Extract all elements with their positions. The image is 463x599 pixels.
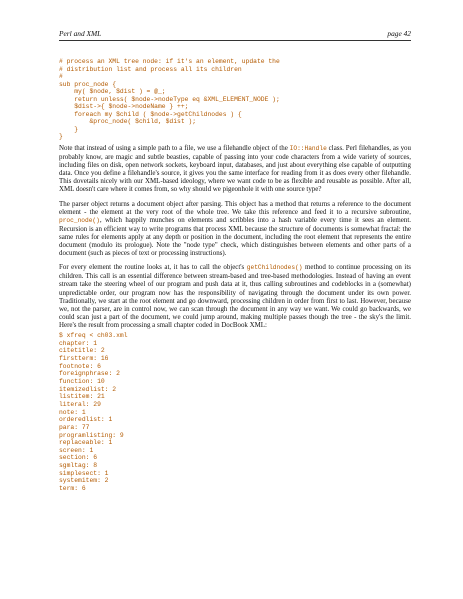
output-line: section: 6 xyxy=(59,454,98,462)
paragraph-filehandle xyxy=(59,144,411,194)
output-line: chapter: 1 xyxy=(59,339,98,347)
code-line: # process an XML tree node: if it's an element, update the xyxy=(59,58,280,65)
paragraph-text: For every element the routine looks at, it has to call the object's xyxy=(59,263,247,272)
paragraph-text: method to continue processing on its children. This call is an essential difference between stream-based and tree-based methodologies. Instead of having an event stream take the steering wheel of our program and push data at it, thus calling subroutines and codeblocks in a (somewhat) unpredictable order, our program now has the responsibility of navigating through the document under its own power. Traditionally, we start at the root element and go downward, processing children in order from first to last. However, because we, not the parser, are in control now, we can scan through the document in any way we want. We could go backwards, we could scan just a part of the document, we could jump around, making multiple passes though the tree - the sky's the limit. Here's the result from processing a small chapter coded in DocBook XML: xyxy=(59,263,411,329)
code-line: foreach my $child ( $node->getChildnodes ) { xyxy=(59,110,242,118)
output-line: systemitem: 2 xyxy=(59,477,109,485)
output-line: screen: 1 xyxy=(59,446,94,454)
code-line: return unless( $node->nodeType eq &XML_ELEMENT_NODE ); xyxy=(59,95,280,103)
paragraph-text: , which happily munches on elements and scribbles into a hash variable every time it sees an element. Recursion is an efficient way to write programs that process XML because the structure of documents is somewhat fractal: the same rules for elements apply at any depth or position in the document, including the root element that represents the entire document (modulo its prologue). Note the "node type" check, which distinguishes between elements and other parts of a document (such as pieces of text or processing instructions). xyxy=(59,215,411,258)
output-line: itemizedlist: 2 xyxy=(59,385,117,393)
page-number: page 42 xyxy=(387,29,411,38)
paragraph-text: The parser object returns a document object after parsing. This object has a method that returns a reference to the document element - the element at the very root of the whole tree. We take this reference and feed it to a recursive subroutine, xyxy=(59,199,411,216)
paragraph-children xyxy=(59,263,411,329)
code-line: sub proc_node { xyxy=(59,80,117,88)
book-title: Perl and XML xyxy=(59,29,102,38)
output-line: programlisting: 9 xyxy=(59,431,124,439)
code-line: my( $node, $dist ) = @_; xyxy=(59,88,166,96)
paragraph-parser-object xyxy=(59,200,411,258)
perl-code-listing xyxy=(59,58,411,141)
output-line: firstterm: 16 xyxy=(59,354,109,362)
output-line: note: 1 xyxy=(59,408,86,416)
code-line: $dist->{ $node->nodeName } ++; xyxy=(59,103,189,111)
output-line: foreignphrase: 2 xyxy=(59,370,120,378)
program-output-listing xyxy=(59,332,411,493)
inline-code: getChildnodes() xyxy=(246,264,303,272)
output-line: orderedlist: 1 xyxy=(59,416,113,424)
output-line: para: 77 xyxy=(59,423,90,431)
output-line: literal: 29 xyxy=(59,400,101,408)
output-line: footnote: 6 xyxy=(59,362,101,370)
output-line: listitem: 21 xyxy=(59,393,105,401)
output-line: citetitle: 2 xyxy=(59,347,105,355)
code-line: &proc_node( $child, $dist ); xyxy=(59,118,197,126)
inline-code: IO::Handle xyxy=(289,145,327,153)
page-content xyxy=(59,58,411,493)
code-line: # distribution list and process all its children xyxy=(59,65,242,73)
output-line: simplesect: 1 xyxy=(59,469,109,477)
code-line: # xyxy=(59,73,63,81)
output-line: replaceable: 1 xyxy=(59,439,113,447)
paragraph-text: class. Perl filehandles, as you probably know, are magic and subtle beasties, capable of passing into your code characters from a wide variety of sources, including files on disk, open network sockets, keyboard input, databases, and just about everything else capable of outputting data. Once you define a filehandle's source, it gives you the same interface for reading from it as does every other filehandle. This dovetails nicely with our XML-based ideology, where we want code to be as flexible and reusable as possible. After all, XML doesn't care where it comes from, so why should we pigeonhole it with one source type? xyxy=(59,144,411,194)
output-line: $ xfreq < ch03.xml xyxy=(59,331,128,339)
inline-code: proc_node() xyxy=(59,216,100,224)
code-line: } xyxy=(59,133,63,141)
output-line: term: 6 xyxy=(59,485,86,493)
output-line: sgmltag: 8 xyxy=(59,462,98,470)
paragraph-text: Note that instead of using a simple path to a file, we use a filehandle object of the xyxy=(59,144,290,153)
code-line: } xyxy=(59,125,79,133)
output-line: function: 10 xyxy=(59,377,105,385)
header-rule xyxy=(59,40,411,41)
